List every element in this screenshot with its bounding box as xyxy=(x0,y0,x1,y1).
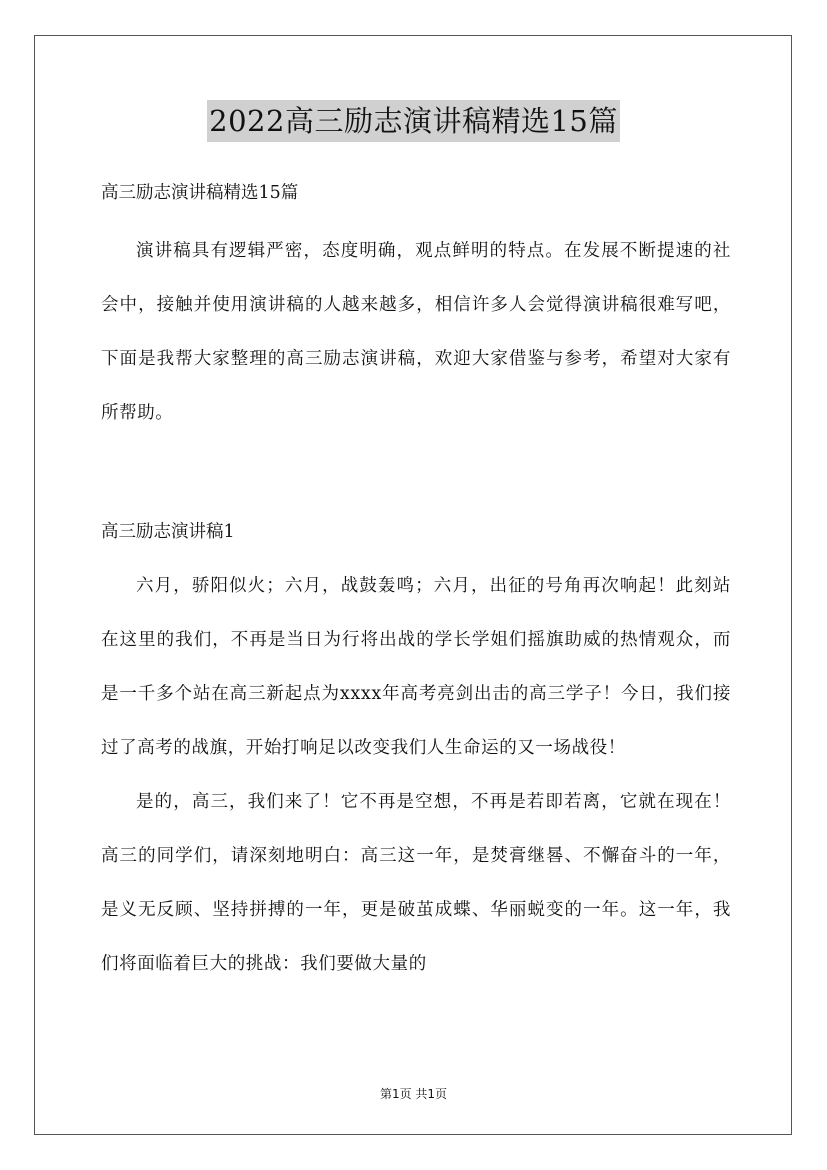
page-footer: 第1页 共1页 xyxy=(379,1087,448,1101)
title-container xyxy=(0,100,827,142)
document-subtitle: 高三励志演讲稿精选15篇 xyxy=(101,183,299,203)
body-paragraph-1: 六月，骄阳似火；六月，战鼓轰鸣；六月，出征的号角再次响起！此刻站在这里的我们，不再是当日为行将出战的学长学姐们摇旗助威的热情观众，而是一千多个站在高三新起点为xxxx年高考亮剑出击的高三学子！今日，我们接过了高考的战旗，开始打响足以改变我们人生命运的又一场战役！ xyxy=(101,576,731,758)
document-title: 2022高三励志演讲稿精选15篇 xyxy=(207,100,620,142)
body-paragraph-2: 是的，高三，我们来了！它不再是空想，不再是若即若离，它就在现在！高三的同学们，请深刻地明白：高三这一年，是焚膏继晷、不懈奋斗的一年，是义无反顾、坚持拼搏的一年，更是破茧成蝶、华丽蜕变的一年。这一年，我们将面临着巨大的挑战：我们要做大量的 xyxy=(101,792,731,974)
intro-paragraph: 演讲稿具有逻辑严密，态度明确，观点鲜明的特点。在发展不断提速的社会中，接触并使用演讲稿的人越来越多，相信许多人会觉得演讲稿很难写吧，下面是我帮大家整理的高三励志演讲稿，欢迎大家借鉴与参考，希望对大家有所帮助。 xyxy=(101,241,731,423)
section-heading: 高三励志演讲稿1 xyxy=(101,522,235,542)
document-body xyxy=(101,170,731,991)
